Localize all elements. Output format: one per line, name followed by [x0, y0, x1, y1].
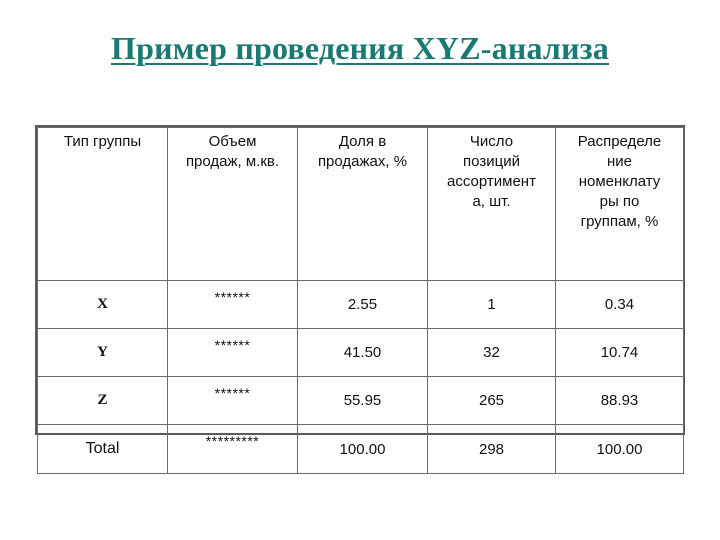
positions-cell: 32: [428, 329, 556, 377]
share-cell: 2.55: [298, 281, 428, 329]
share-cell: 100.00: [298, 425, 428, 474]
distribution-cell: 0.34: [556, 281, 684, 329]
xyz-analysis-table: [35, 125, 685, 458]
header-group-type: Тип группы: [38, 128, 168, 281]
distribution-cell: 100.00: [556, 425, 684, 474]
header-distribution: Распределе ние номенклату ры по группам, %: [556, 128, 684, 281]
header-sales-volume: Объем продаж, м.кв.: [168, 128, 298, 281]
volume-cell: *********: [168, 425, 298, 474]
group-cell: X: [38, 281, 168, 329]
slide-title: Пример проведения XYZ-анализа: [111, 30, 609, 66]
volume-cell: ******: [168, 377, 298, 425]
positions-cell: 1: [428, 281, 556, 329]
distribution-cell: 88.93: [556, 377, 684, 425]
table-row: [38, 281, 684, 329]
group-cell: Z: [38, 377, 168, 425]
table-row: [38, 329, 684, 377]
group-cell: Total: [38, 425, 168, 474]
table-row: [38, 377, 684, 425]
table-row-total: [38, 425, 684, 474]
share-cell: 55.95: [298, 377, 428, 425]
group-cell: Y: [38, 329, 168, 377]
positions-cell: 298: [428, 425, 556, 474]
share-cell: 41.50: [298, 329, 428, 377]
distribution-cell: 10.74: [556, 329, 684, 377]
volume-cell: ******: [168, 329, 298, 377]
volume-cell: ******: [168, 281, 298, 329]
table-header-row: [38, 128, 684, 281]
positions-cell: 265: [428, 377, 556, 425]
header-sales-share: Доля в продажах, %: [298, 128, 428, 281]
header-positions-count: Число позиций ассортимент а, шт.: [428, 128, 556, 281]
